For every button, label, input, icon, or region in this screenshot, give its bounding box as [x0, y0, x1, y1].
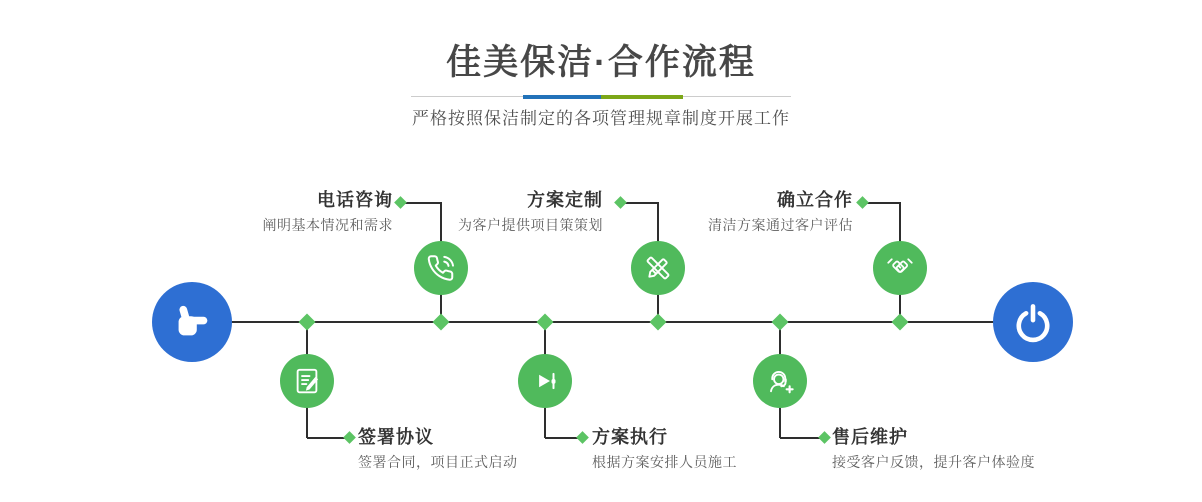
step-node-execute	[518, 354, 572, 408]
timeline-diamond	[537, 314, 554, 331]
step-label-phone	[263, 189, 394, 235]
connector-hline	[545, 437, 579, 439]
label-diamond	[856, 196, 869, 209]
step-title: 电话咨询	[317, 190, 393, 210]
step-label-aftersale	[832, 426, 1035, 472]
pointing-hand-icon	[169, 299, 215, 345]
step-title: 售后维护	[832, 427, 908, 447]
step-label-handshake	[708, 189, 853, 235]
label-diamond	[576, 431, 589, 444]
label-diamond	[394, 196, 407, 209]
step-title: 确立合作	[777, 190, 853, 210]
step-node-design	[631, 241, 685, 295]
label-diamond	[343, 431, 356, 444]
label-diamond	[818, 431, 831, 444]
timeline-diamond	[299, 314, 316, 331]
timeline-diamond	[892, 314, 909, 331]
page-title: 佳美保洁·合作流程	[446, 43, 756, 82]
design-tools-icon	[643, 253, 673, 283]
step-node-aftersale	[753, 354, 807, 408]
step-node-handshake	[873, 241, 927, 295]
divider-green-segment	[601, 95, 683, 99]
step-label-design	[458, 189, 603, 235]
step-desc: 为客户提供项目策策划	[458, 217, 603, 233]
execute-icon	[530, 366, 560, 396]
step-node-contract	[280, 354, 334, 408]
label-diamond	[614, 196, 627, 209]
handshake-icon	[885, 253, 915, 283]
step-title: 签署协议	[358, 427, 434, 447]
start-node	[152, 282, 232, 362]
timeline-diamond	[650, 314, 667, 331]
step-title: 方案执行	[592, 427, 668, 447]
step-desc: 签署合同，项目正式启动	[358, 454, 518, 470]
connector-hline	[867, 202, 901, 204]
connector-hline	[307, 437, 346, 439]
connector-hline	[625, 202, 659, 204]
contract-icon	[292, 366, 322, 396]
step-desc: 清洁方案通过客户评估	[708, 217, 853, 233]
title-divider	[411, 95, 791, 99]
divider-blue-segment	[523, 95, 601, 99]
step-title: 方案定制	[527, 190, 603, 210]
power-icon	[1011, 300, 1055, 344]
connector-hline	[405, 202, 442, 204]
timeline-diamond	[772, 314, 789, 331]
phone-icon	[426, 253, 456, 283]
timeline-diamond	[433, 314, 450, 331]
step-desc: 根据方案安排人员施工	[592, 454, 737, 470]
step-desc: 阐明基本情况和需求	[262, 217, 393, 233]
step-desc: 接受客户反馈，提升客户体验度	[832, 454, 1035, 470]
end-node	[993, 282, 1073, 362]
step-label-contract	[358, 426, 518, 472]
step-node-phone	[414, 241, 468, 295]
step-label-execute	[592, 426, 737, 472]
connector-hline	[780, 437, 821, 439]
page-subtitle: 严格按照保洁制定的各项管理规章制度开展工作	[412, 109, 790, 128]
customer-service-icon	[765, 366, 795, 396]
